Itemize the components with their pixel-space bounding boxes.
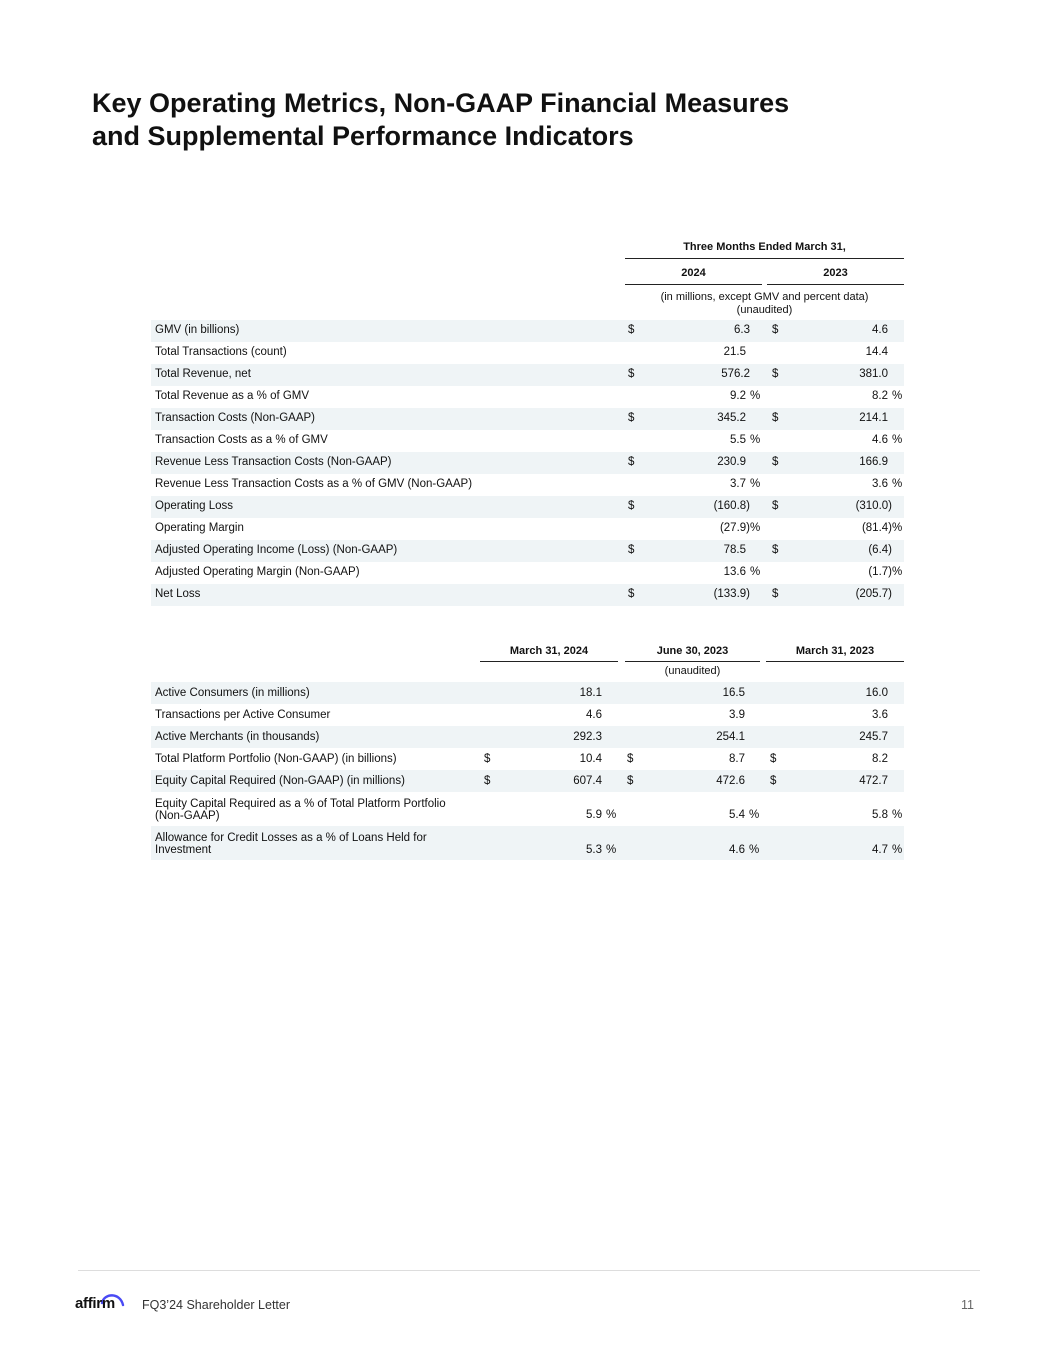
value-march-2023: 4.7 [872, 844, 888, 856]
row-label: Adjusted Operating Margin (Non-GAAP) [155, 566, 360, 578]
table1-year-2023: 2023 [823, 267, 848, 279]
suffix-2024: % [750, 522, 761, 534]
table-row [151, 342, 904, 364]
value-march-2023: 8.2 [872, 753, 888, 765]
table-row [151, 770, 904, 792]
value-march-2023: 3.6 [872, 709, 888, 721]
row-label: Revenue Less Transaction Costs (Non-GAAP) [155, 456, 392, 468]
value-june-2023: 16.5 [722, 687, 745, 699]
dollar-sign: $ [772, 500, 779, 512]
footer-document-label: FQ3’24 Shareholder Letter [142, 1298, 291, 1312]
row-label: Active Consumers (in millions) [155, 687, 310, 699]
value-june-2023: 472.6 [716, 775, 745, 787]
table-row [151, 748, 904, 770]
table2-units-note: (unaudited) [664, 665, 721, 677]
value-march-2024: 5.9 [586, 809, 602, 821]
suffix-2023: % [892, 478, 903, 490]
table-row [151, 452, 904, 474]
value-2024: (160.8) [713, 500, 750, 512]
dollar-sign: $ [627, 775, 634, 787]
row-label: Adjusted Operating Income (Loss) (Non-GAAP) [155, 544, 398, 556]
table-row [151, 726, 904, 748]
value-2024: (27.9) [719, 522, 750, 534]
table2-header-june-2023: June 30, 2023 [656, 645, 729, 657]
page-title [92, 87, 789, 153]
value-2023: (205.7) [855, 588, 892, 600]
value-june-2023: 254.1 [716, 731, 745, 743]
dollar-sign: $ [628, 500, 635, 512]
value-march-2023: 245.7 [859, 731, 888, 743]
value-june-2023: 5.4 [729, 809, 745, 821]
value-march-2024: 292.3 [573, 731, 602, 743]
table2-header-rule [766, 661, 904, 662]
value-2024: 345.2 [717, 412, 746, 424]
table1-year-rule [767, 284, 904, 285]
dollar-sign: $ [484, 753, 491, 765]
row-label: Total Revenue, net [155, 368, 251, 380]
dollar-sign: $ [628, 544, 635, 556]
row-label: Transactions per Active Consumer [155, 709, 331, 721]
value-june-2023: 3.9 [729, 709, 745, 721]
table2-header-rule [480, 661, 618, 662]
row-label: Transaction Costs as a % of GMV [155, 434, 328, 446]
page-number: 11 [961, 1298, 974, 1312]
value-2023: (310.0) [855, 500, 892, 512]
suffix-2024: % [750, 478, 761, 490]
value-2023: (81.4) [861, 522, 892, 534]
value-2024: 9.2 [730, 390, 746, 402]
dollar-sign: $ [628, 324, 635, 336]
table-row [151, 386, 904, 408]
table1-units-note [625, 291, 904, 317]
row-label: Allowance for Credit Losses as a % of Loans Held for Investment [155, 832, 427, 856]
dollar-sign: $ [772, 588, 779, 600]
suffix-march-2023: % [892, 809, 903, 821]
logo-text: affirm [75, 1295, 115, 1312]
value-2024: 13.6 [723, 566, 746, 578]
suffix-march-2023: % [892, 844, 903, 856]
table1-group-rule [625, 258, 904, 259]
value-june-2023: 8.7 [729, 753, 745, 765]
value-2024: 576.2 [721, 368, 750, 380]
dollar-sign: $ [772, 544, 779, 556]
value-2024: 3.7 [730, 478, 746, 490]
value-2024: 6.3 [734, 324, 750, 336]
table-row [151, 682, 904, 704]
suffix-2023: % [892, 522, 903, 534]
table-row [151, 704, 904, 726]
row-label: Transaction Costs (Non-GAAP) [155, 412, 315, 424]
table-row [151, 518, 904, 540]
value-2023: 166.9 [859, 456, 888, 468]
value-2023: 4.6 [872, 434, 888, 446]
row-label: Total Platform Portfolio (Non-GAAP) (in billions) [155, 753, 397, 765]
value-2024: 21.5 [723, 346, 746, 358]
value-march-2024: 10.4 [579, 753, 602, 765]
value-2023: (1.7) [868, 566, 892, 578]
row-label: Total Transactions (count) [155, 346, 287, 358]
value-2024: 78.5 [723, 544, 746, 556]
suffix-march-2024: % [606, 809, 617, 821]
value-2024: 230.9 [717, 456, 746, 468]
table-row [151, 430, 904, 452]
table-row [151, 496, 904, 518]
value-june-2023: 4.6 [729, 844, 745, 856]
table-row [151, 792, 904, 826]
value-2023: 214.1 [859, 412, 888, 424]
value-2023: 14.4 [865, 346, 888, 358]
suffix-2024: % [750, 566, 761, 578]
dollar-sign: $ [772, 368, 779, 380]
dollar-sign: $ [628, 456, 635, 468]
units-note-line-2: (unaudited) [736, 304, 793, 316]
dollar-sign: $ [770, 775, 777, 787]
value-march-2024: 18.1 [579, 687, 602, 699]
table-row [151, 364, 904, 386]
suffix-march-2024: % [606, 844, 617, 856]
table1-year-2024: 2024 [681, 267, 706, 279]
value-march-2023: 472.7 [859, 775, 888, 787]
value-march-2024: 607.4 [573, 775, 602, 787]
dollar-sign: $ [628, 368, 635, 380]
table1-group-header: Three Months Ended March 31, [683, 241, 846, 253]
row-label: Operating Margin [155, 522, 244, 534]
value-2023: (6.4) [868, 544, 892, 556]
dollar-sign: $ [627, 753, 634, 765]
row-label: GMV (in billions) [155, 324, 240, 336]
row-label: Revenue Less Transaction Costs as a % of GMV (Non-GAAP) [155, 478, 473, 490]
table-row [151, 540, 904, 562]
value-2024: 5.5 [730, 434, 746, 446]
suffix-june-2023: % [749, 809, 760, 821]
value-2023: 8.2 [872, 390, 888, 402]
table-row [151, 320, 904, 342]
suffix-june-2023: % [749, 844, 760, 856]
suffix-2024: % [750, 434, 761, 446]
dollar-sign: $ [628, 588, 635, 600]
row-label: Equity Capital Required as a % of Total Platform Portfolio (Non-GAAP) [155, 798, 446, 822]
suffix-2023: % [892, 434, 903, 446]
dollar-sign: $ [772, 324, 779, 336]
table-row [151, 408, 904, 430]
value-2023: 4.6 [872, 324, 888, 336]
table2-header-march-2024: March 31, 2024 [509, 645, 589, 657]
table1-year-rule [625, 284, 762, 285]
affirm-logo [75, 1291, 127, 1315]
suffix-2023: % [892, 390, 903, 402]
suffix-2023: % [892, 566, 903, 578]
page-title-line-2: and Supplemental Performance Indicators [92, 121, 634, 151]
dollar-sign: $ [484, 775, 491, 787]
dollar-sign: $ [772, 412, 779, 424]
table-row [151, 584, 904, 606]
page-title-line-1: Key Operating Metrics, Non-GAAP Financial Measures [92, 88, 790, 118]
value-march-2023: 5.8 [872, 809, 888, 821]
dollar-sign: $ [772, 456, 779, 468]
dollar-sign: $ [770, 753, 777, 765]
table-row [151, 474, 904, 496]
row-label: Operating Loss [155, 500, 233, 512]
value-march-2024: 5.3 [586, 844, 602, 856]
table-row [151, 826, 904, 860]
table2-header-rule [625, 661, 760, 662]
value-march-2024: 4.6 [586, 709, 602, 721]
units-note-line-1: (in millions, except GMV and percent data) [660, 291, 869, 303]
row-label: Net Loss [155, 588, 201, 600]
table-row [151, 562, 904, 584]
value-2023: 3.6 [872, 478, 888, 490]
value-2023: 381.0 [859, 368, 888, 380]
row-label: Equity Capital Required (Non-GAAP) (in millions) [155, 775, 405, 787]
suffix-2024: % [750, 390, 761, 402]
row-label: Active Merchants (in thousands) [155, 731, 320, 743]
dollar-sign: $ [628, 412, 635, 424]
table2-header-march-2023: March 31, 2023 [795, 645, 875, 657]
value-2024: (133.9) [713, 588, 750, 600]
footer-divider [78, 1270, 980, 1271]
value-march-2023: 16.0 [865, 687, 888, 699]
row-label: Total Revenue as a % of GMV [155, 390, 310, 402]
